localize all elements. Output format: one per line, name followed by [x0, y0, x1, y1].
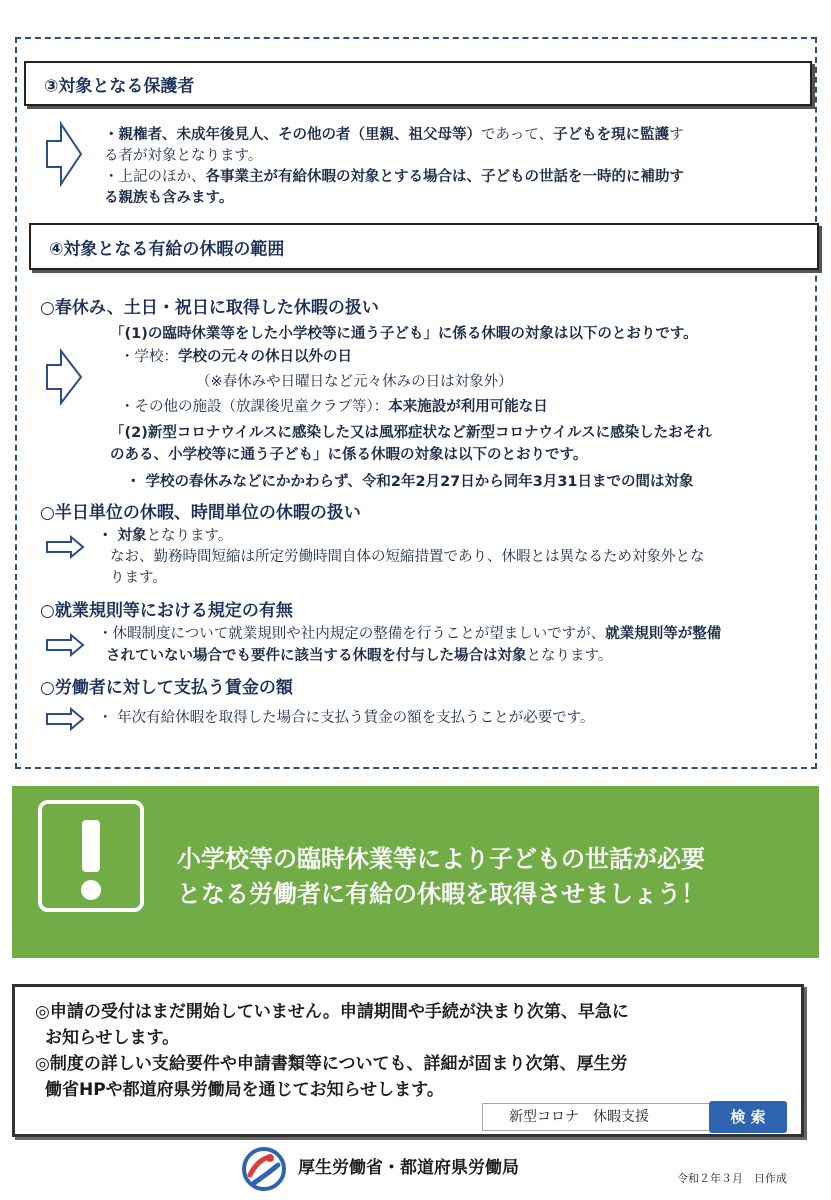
spring-line2-plain: ・学校：	[120, 349, 178, 365]
section3-line2: る者が対象となります。	[104, 148, 263, 164]
wage-line1: ・ 年次有給休暇を取得した場合に支払う賃金の額を支払うことが必要です。	[98, 710, 595, 726]
rules-line1	[98, 624, 721, 645]
spring-line7: ・ 学校の春休みなどにかかわらず、令和2年2月27日から同年3月31日までの間は対象	[126, 474, 694, 490]
banner-line1: 小学校等の臨時休業等により子どもの世話が必要	[177, 845, 705, 873]
spring-line4-bold: 本来施設が利用可能な日	[388, 399, 548, 415]
arrow-icon	[45, 348, 83, 406]
arrow-icon	[45, 707, 85, 731]
arrow-icon	[45, 535, 85, 559]
rules-line2-plain: となります。	[526, 648, 613, 664]
search-keyword-label: 新型コロナ 休暇支援	[482, 1103, 710, 1131]
halfday-line3: ります。	[110, 570, 167, 586]
spring-line4-plain: ・その他の施設（放課後児童クラブ等）：	[120, 399, 389, 415]
section3-line1-bold2: 子どもを現に監護	[553, 127, 670, 143]
halfday-line1-plain: となります。	[146, 528, 233, 544]
search-button[interactable]: 検 索	[709, 1101, 787, 1133]
wage-heading: ○労働者に対して支払う賃金の額	[40, 678, 293, 698]
exclamation-icon	[38, 800, 144, 912]
spring-line6: のある、小学校等に通う子ども」に係る休暇の対象は以下のとおりです。	[110, 447, 588, 463]
alert-banner	[12, 786, 819, 958]
section4-heading: ④対象となる有給の休暇の範囲	[49, 239, 285, 259]
spring-line3: （※春休みや日曜日など元々休みの日は対象外）	[196, 374, 513, 390]
section3-line3	[104, 167, 684, 188]
section3-heading: ③対象となる保護者	[44, 76, 195, 96]
section3-heading-box	[24, 61, 812, 106]
mhlw-logo-icon	[240, 1145, 288, 1193]
rules-line1-bold: 就業規則等が整備	[605, 626, 722, 642]
section3-line1-bold: ・親権者、未成年後見人、その他の者（里親、祖父母等）	[104, 127, 481, 143]
section3-line1-plain: であって、	[481, 127, 554, 143]
footer-organization: 厚生労働省・都道府県労働局	[298, 1158, 519, 1178]
rules-line2-bold: されていない場合でも要件に該当する休暇を付与した場合は対象	[106, 648, 527, 664]
section3-line1-plain2: す	[669, 127, 684, 143]
halfday-heading: ○半日単位の休暇、時間単位の休暇の扱い	[40, 503, 361, 523]
spring-heading: ○春休み、土日・祝日に取得した休暇の扱い	[40, 298, 379, 318]
notice-line4: 働省HPや都道府県労働局を通じてお知らせします。	[45, 1080, 444, 1100]
halfday-line1	[98, 526, 232, 547]
rules-heading: ○就業規則等における規定の有無	[40, 601, 293, 621]
rules-line2	[106, 646, 612, 667]
rules-line1-plain: ・休暇制度について就業規則や社内規定の整備を行うことが望ましいですが、	[98, 626, 606, 642]
section3-line4: る親族も含みます。	[104, 190, 234, 206]
section3-line3-plain: ・上記のほか、	[104, 169, 206, 185]
spring-line1: 「(1)の臨時休業等をした小学校等に通う子ども」に係る休暇の対象は以下のとおりです。	[110, 326, 698, 342]
notice-box	[12, 984, 804, 1137]
banner-line2: となる労働者に有給の休暇を取得させましょう！	[177, 880, 705, 908]
spring-line5: 「(2)新型コロナウイルスに感染した又は風邪症状など新型コロナウイルスに感染したおそれ	[110, 425, 712, 441]
halfday-line2: なお、勤務時間短縮は所定労働時間自体の短縮措置であり、休暇とは異なるため対象外とな	[110, 549, 705, 565]
arrow-icon	[45, 121, 83, 187]
notice-line1: ◎申請の受付はまだ開始していません。申請期間や手続が決まり次第、早急に	[35, 1002, 629, 1022]
spring-line2-bold: 学校の元々の休日以外の日	[178, 349, 352, 365]
section4-heading-box	[29, 223, 819, 270]
halfday-line1-bold: ・ 対象	[98, 528, 147, 544]
spring-line2	[120, 347, 352, 368]
spring-line4	[120, 397, 548, 418]
notice-line2: お知らせします。	[45, 1028, 180, 1048]
section3-line3-bold: 各事業主が有給休暇の対象とする場合は、子どもの世話を一時的に補助す	[205, 169, 684, 185]
section3-line1	[104, 125, 684, 146]
arrow-icon	[45, 633, 85, 657]
notice-line3: ◎制度の詳しい支給要件や申請書類等についても、詳細が固まり次第、厚生労	[35, 1054, 628, 1074]
footer-date: 令和２年３月 日作成	[677, 1172, 787, 1185]
